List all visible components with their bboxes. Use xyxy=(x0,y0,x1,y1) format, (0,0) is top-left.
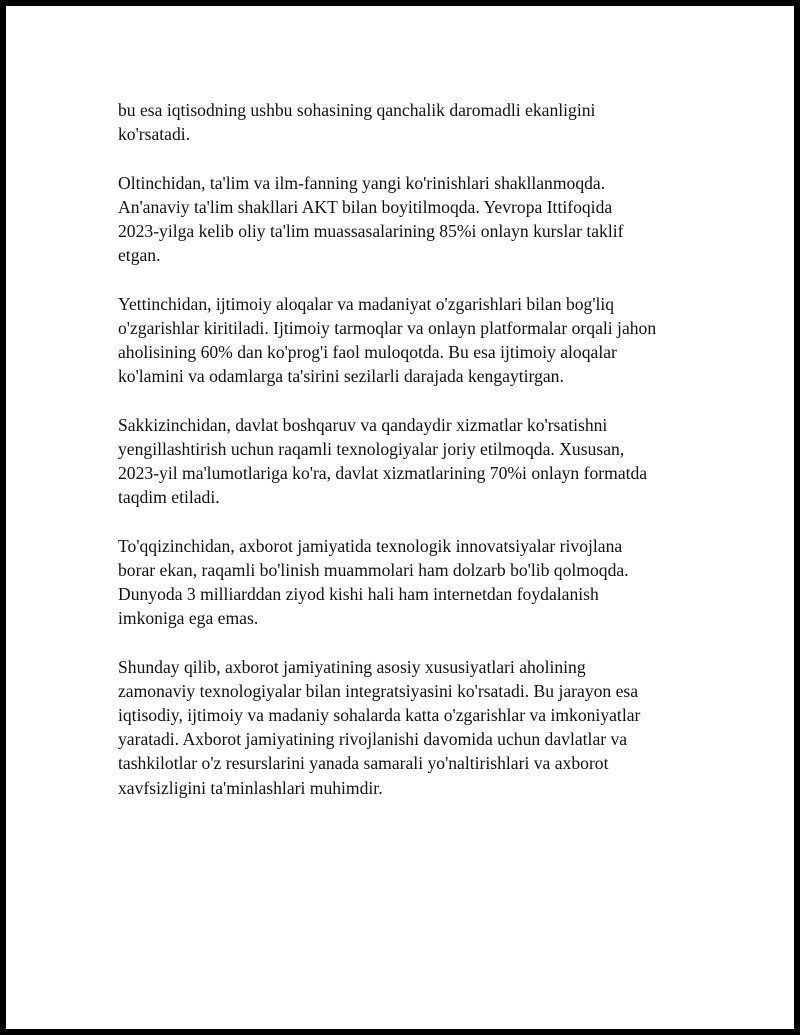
paragraph-1: bu esa iqtisodning ushbu sohasining qanchalik daromadli ekanligini ko'rsatadi. xyxy=(118,100,596,145)
paragraph-4: Sakkizinchidan, davlat boshqaruv va qandaydir xizmatlar ko'rsatishni yengillashtirish uchun raqamli texnologiyalar joriy etilmoqda. Xususan, 2023-yil ma'lumotlariga ko'ra, davlat xizmatlarining 70%i onlayn formatda taqdim etiladi. xyxy=(118,414,648,508)
paragraph-6: Shunday qilib, axborot jamiyatining asosiy xususiyatlari aholining zamonaviy texnologiyalar bilan integratsiyasini ko'rsatadi. Bu jarayon esa iqtisodiy, ijtimoiy va madaniy sohalarda katta o'zgarishlar va imkoniyatlar yaratadi. Axborot jamiyatining rivojlanishi davomida uchun davlatlar va tashkilotlar o'z resurslarini yanada samarali yo'naltirishlari va axborot xavfsizligini ta'minlashlari muhimdir. xyxy=(118,656,641,798)
paragraph-3: Yettinchidan, ijtimoiy aloqalar va madaniyat o'zgarishlari bilan bog'liq o'zgarishlar kiritiladi. Ijtimoiy tarmoqlar va onlayn platformalar orqali jahon aholisining 60% dan ko'prog'i faol muloqotda. Bu esa ijtimoiy aloqalar ko'lamini va odamlarga ta'sirini sezilarli darajada kengaytirgan. xyxy=(118,293,657,387)
paragraph-2: Oltinchidan, ta'lim va ilm-fanning yangi ko'rinishlari shakllanmoqda. An'anaviy ta'lim shakllari AKT bilan boyitilmoqda. Yevropa Ittifoqida 2023-yilga kelib oliy ta'lim muassasalarining 85%i onlayn kurslar taklif etgan. xyxy=(118,172,624,266)
paragraph-5: To'qqizinchidan, axborot jamiyatida texnologik innovatsiyalar rivojlana borar ekan, raqamli bo'linish muammolari ham dolzarb bo'lib qolmoqda. Dunyoda 3 milliarddan ziyod kishi hali ham internetdan foydalanish imkoniga ega emas. xyxy=(118,535,629,629)
document-body xyxy=(118,98,708,824)
